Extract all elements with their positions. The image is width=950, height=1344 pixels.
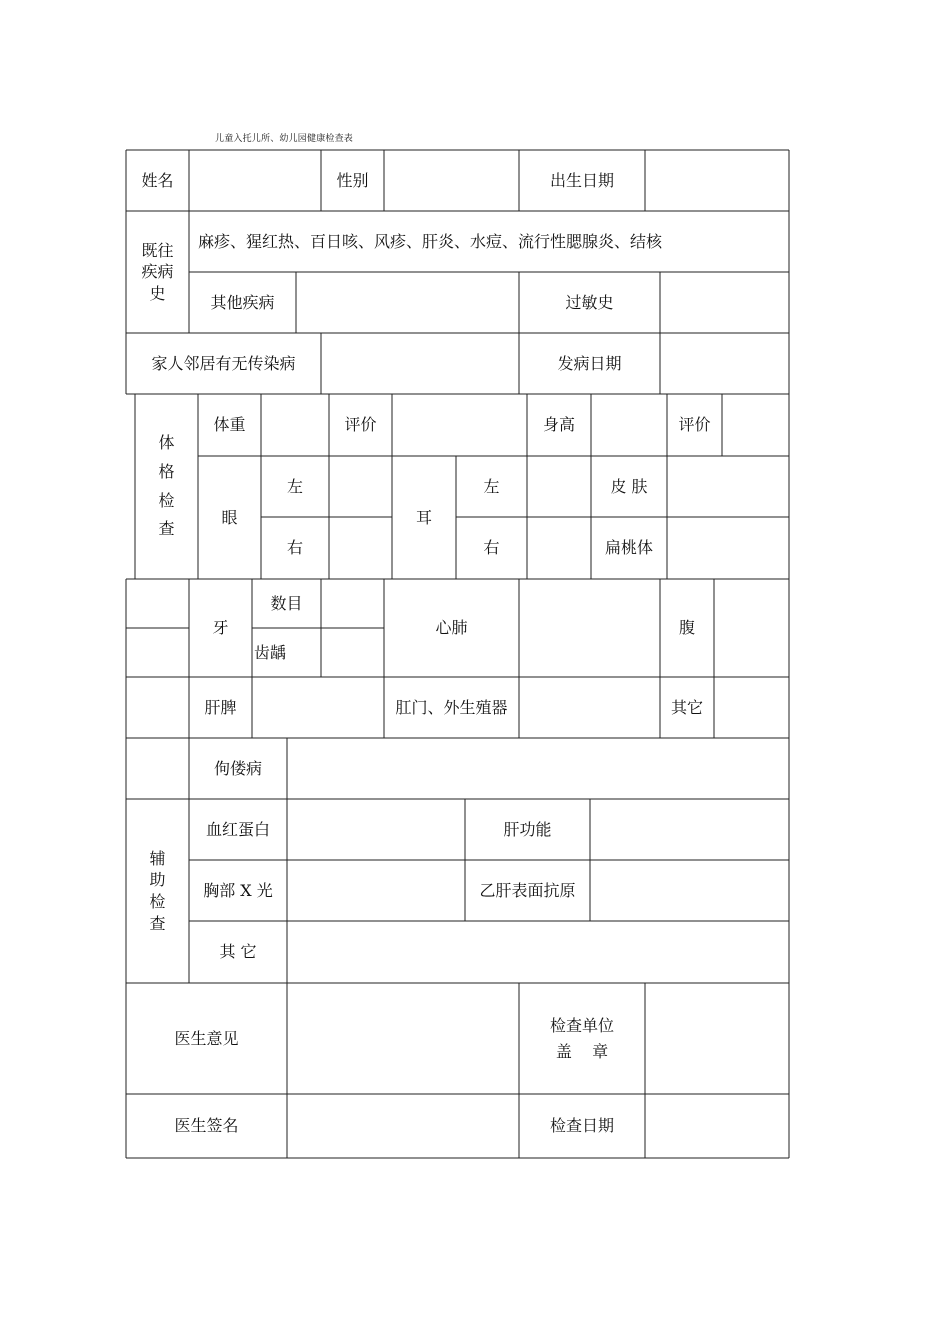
- height-label: 身高: [542, 415, 575, 434]
- doctor-signature-label: 医生签名: [174, 1116, 239, 1135]
- birthdate-label: 出生日期: [549, 170, 614, 190]
- family-infection-field[interactable]: [321, 333, 519, 394]
- chest-xray-label: 胸部 X 光: [203, 880, 273, 900]
- other-exam-label: 其它: [670, 697, 703, 717]
- exam-date-label: 检查日期: [549, 1116, 614, 1135]
- other-diseases-label: 其他疾病: [210, 292, 275, 312]
- skin-label: 皮 肤: [610, 476, 648, 496]
- eye-left-field[interactable]: [329, 456, 392, 517]
- ear-left-label: 左: [483, 476, 500, 496]
- weight-label: 体重: [213, 415, 246, 434]
- abdomen-field[interactable]: [714, 579, 789, 677]
- family-infection-label: 家人邻居有无传染病: [151, 353, 296, 373]
- caries-field[interactable]: [321, 628, 384, 677]
- birthdate-field[interactable]: [645, 150, 789, 211]
- teeth-count-label: 数目: [270, 593, 303, 613]
- hbsag-field[interactable]: [590, 860, 789, 921]
- name-field[interactable]: [189, 150, 321, 211]
- heart-lung-field[interactable]: [519, 579, 660, 677]
- eye-right-label: 右: [286, 538, 303, 557]
- other-diseases-field[interactable]: [296, 272, 519, 333]
- hbsag-label: 乙肝表面抗原: [479, 880, 576, 900]
- chest-xray-field[interactable]: [287, 860, 465, 921]
- exam-unit-stamp-field[interactable]: [645, 983, 789, 1094]
- weight-evaluation-field[interactable]: [392, 394, 527, 456]
- allergy-label: 过敏史: [565, 292, 614, 312]
- caries-label: 齿龋: [254, 642, 287, 662]
- weight-field[interactable]: [261, 394, 329, 456]
- tonsil-field[interactable]: [667, 517, 789, 579]
- exam-unit-label: 检查单位 盖 章: [549, 1015, 614, 1061]
- other-exam-field[interactable]: [714, 677, 789, 738]
- ear-label: 耳: [415, 507, 432, 527]
- heart-lung-label: 心肺: [435, 618, 468, 637]
- eye-left-label: 左: [286, 476, 303, 496]
- height-evaluation-label: 评价: [678, 415, 711, 434]
- rickets-label: 佝偻病: [213, 758, 262, 778]
- physical-exam-label: 体 格 检 查: [158, 432, 175, 539]
- onset-date-field[interactable]: [660, 333, 789, 394]
- history-label: 既往 疾病 史: [141, 240, 174, 303]
- liver-spleen-label: 肝脾: [204, 697, 237, 717]
- ear-right-label: 右: [483, 538, 500, 557]
- history-diseases-text: 麻疹、猩红热、百日咳、风疹、肝炎、水痘、流行性腮腺炎、结核: [198, 231, 663, 251]
- weight-evaluation-label: 评价: [344, 415, 377, 434]
- doctor-opinion-field[interactable]: [287, 983, 519, 1094]
- doctor-signature-field[interactable]: [287, 1094, 519, 1158]
- gender-label: 性别: [336, 170, 369, 190]
- aux-other-field[interactable]: [287, 921, 789, 983]
- liver-function-label: 肝功能: [503, 819, 552, 839]
- hemoglobin-field[interactable]: [287, 799, 465, 860]
- name-label: 姓名: [141, 170, 174, 190]
- ear-left-field[interactable]: [527, 456, 591, 517]
- liver-spleen-field[interactable]: [252, 677, 384, 738]
- allergy-field[interactable]: [660, 272, 789, 333]
- ear-right-field[interactable]: [527, 517, 591, 579]
- eye-right-field[interactable]: [329, 517, 392, 579]
- hemoglobin-label: 血红蛋白: [205, 819, 270, 839]
- height-evaluation-field[interactable]: [722, 394, 789, 456]
- anus-genital-field[interactable]: [519, 677, 660, 738]
- teeth-count-field[interactable]: [321, 579, 384, 628]
- gender-field[interactable]: [384, 150, 519, 211]
- onset-date-label: 发病日期: [557, 353, 622, 373]
- abdomen-label: 腹: [678, 618, 695, 637]
- tonsil-label: 扁桃体: [604, 538, 653, 557]
- auxiliary-exam-label: 辅 助 检 查: [149, 848, 166, 933]
- teeth-label: 牙: [212, 618, 229, 637]
- doctor-opinion-label: 医生意见: [174, 1028, 239, 1048]
- skin-field[interactable]: [667, 456, 789, 517]
- height-field[interactable]: [591, 394, 667, 456]
- eye-label: 眼: [221, 507, 238, 527]
- form-title: 儿童入托儿所、幼儿园健康检查表: [215, 134, 354, 144]
- rickets-field[interactable]: [287, 738, 789, 799]
- anus-genital-label: 肛门、外生殖器: [395, 697, 508, 717]
- liver-function-field[interactable]: [590, 799, 789, 860]
- aux-other-label: 其 它: [219, 942, 257, 961]
- exam-date-field[interactable]: [645, 1094, 789, 1158]
